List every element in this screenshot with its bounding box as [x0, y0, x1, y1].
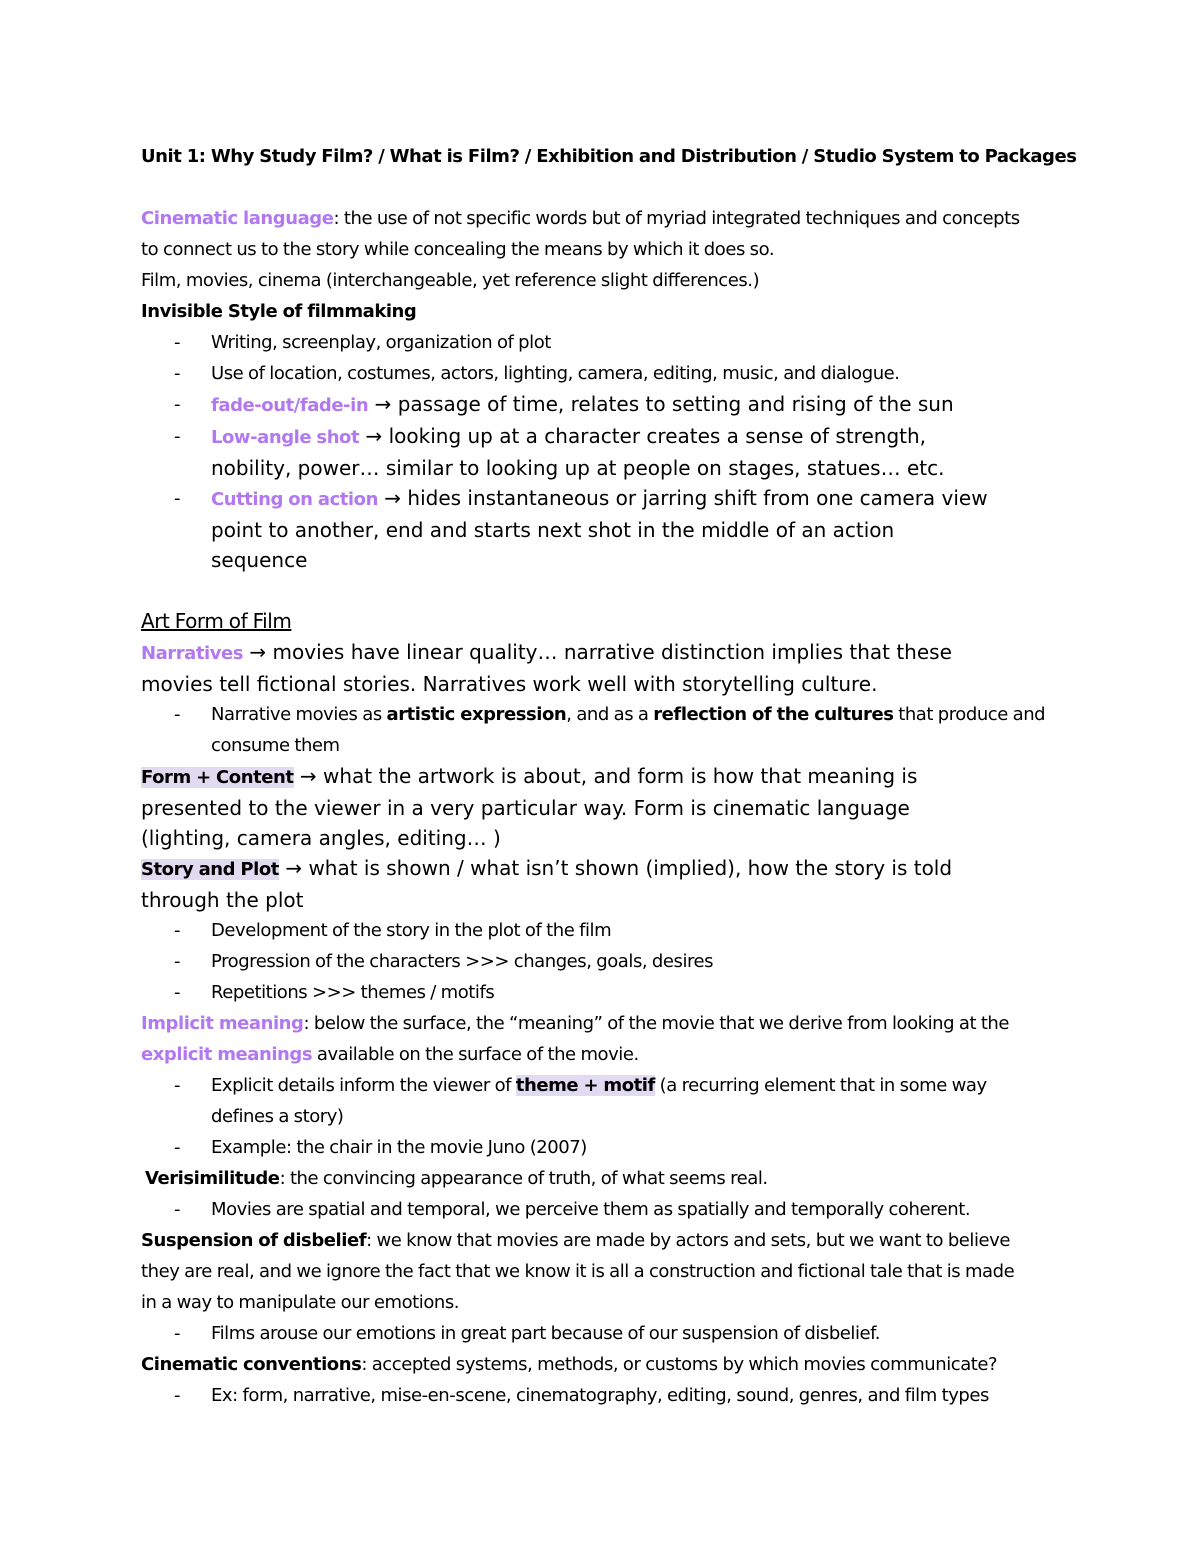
- cinematic-conventions-definition: Cinematic conventions: accepted systems, methods, or customs by which movies communicate?: [141, 1354, 998, 1375]
- term-narratives: Narratives: [141, 643, 244, 664]
- term-implicit-meaning: Implicit meaning: [141, 1013, 304, 1034]
- list-item: - Narrative movies as artistic expression, and as a reflection of the cultures that produce and: [174, 704, 1046, 725]
- term-fade: fade-out/fade-in: [211, 395, 369, 416]
- list-item: - Movies are spatial and temporal, we perceive them as spatially and temporally coherent.: [174, 1199, 971, 1220]
- list-item-low-angle-cont: nobility, power… similar to looking up at people on stages, statues… etc.: [211, 456, 945, 480]
- term-form-content: Form + Content: [141, 767, 294, 788]
- term-suspension-of-disbelief: Suspension of disbelief: [141, 1230, 367, 1251]
- list-item: - Ex: form, narrative, mise-en-scene, cinematography, editing, sound, genres, and film types: [174, 1385, 989, 1406]
- list-item-cutting: - Cutting on action → hides instantaneous or jarring shift from one camera view: [174, 486, 988, 510]
- list-item: - Progression of the characters >>> changes, goals, desires: [174, 951, 714, 972]
- verisimilitude-definition: Verisimilitude: the convincing appearance of truth, of what seems real.: [145, 1168, 768, 1189]
- list-item-cutting-cont: sequence: [211, 548, 308, 572]
- narratives-definition: Narratives → movies have linear quality… narrative distinction implies that these: [141, 640, 952, 664]
- list-item: - Example: the chair in the movie Juno (2007): [174, 1137, 587, 1158]
- document-page: [141, 141, 1077, 1411]
- list-item: - Use of location, costumes, actors, lighting, camera, editing, music, and dialogue.: [174, 363, 900, 384]
- term-explicit-meanings: explicit meanings: [141, 1044, 313, 1065]
- suspension-definition-cont: in a way to manipulate our emotions.: [141, 1292, 460, 1313]
- film-movies-line: Film, movies, cinema (interchangeable, yet reference slight differences.): [141, 270, 760, 291]
- list-item: - Films arouse our emotions in great part because of our suspension of disbelief.: [174, 1323, 881, 1344]
- story-plot-definition-cont: through the plot: [141, 888, 304, 912]
- list-item: - Development of the story in the plot of the film: [174, 920, 612, 941]
- term-story-plot: Story and Plot: [141, 859, 279, 880]
- invisible-style-heading: Invisible Style of filmmaking: [141, 301, 417, 322]
- list-item: - Repetitions >>> themes / motifs: [174, 982, 495, 1003]
- list-item-fade: - fade-out/fade-in → passage of time, relates to setting and rising of the sun: [174, 392, 954, 416]
- list-item-low-angle: - Low-angle shot → looking up at a character creates a sense of strength,: [174, 424, 927, 448]
- implicit-meaning-definition-cont: explicit meanings available on the surface of the movie.: [141, 1044, 639, 1065]
- list-item: - Explicit details inform the viewer of theme + motif (a recurring element that in some way: [174, 1075, 987, 1096]
- list-item: - Writing, screenplay, organization of plot: [174, 332, 551, 353]
- form-content-definition-cont: (lighting, camera angles, editing… ): [141, 826, 501, 850]
- term-verisimilitude: Verisimilitude: [145, 1168, 280, 1189]
- art-form-heading: Art Form of Film: [141, 609, 292, 633]
- list-item-cont: consume them: [211, 735, 340, 756]
- suspension-definition: Suspension of disbelief: we know that movies are made by actors and sets, but we want to believe: [141, 1230, 1010, 1251]
- form-content-definition-cont: presented to the viewer in a very particular way. Form is cinematic language: [141, 796, 910, 820]
- term-low-angle: Low-angle shot: [211, 427, 360, 448]
- term-cutting-on-action: Cutting on action: [211, 489, 378, 510]
- page-title: Unit 1: Why Study Film? / What is Film? / Exhibition and Distribution / Studio System to Packages: [141, 146, 1077, 167]
- term-cinematic-conventions: Cinematic conventions: [141, 1354, 362, 1375]
- story-plot-definition: Story and Plot → what is shown / what isn’t shown (implied), how the story is told: [141, 856, 953, 880]
- suspension-definition-cont: they are real, and we ignore the fact that we know it is all a construction and fictional tale that is made: [141, 1261, 1015, 1282]
- narratives-definition-cont: movies tell fictional stories. Narratives work well with storytelling culture.: [141, 672, 878, 696]
- cinematic-language-definition-cont: to connect us to the story while concealing the means by which it does so.: [141, 239, 775, 260]
- form-content-definition: Form + Content → what the artwork is about, and form is how that meaning is: [141, 764, 918, 788]
- list-item-cutting-cont: point to another, end and starts next shot in the middle of an action: [211, 518, 895, 542]
- implicit-meaning-definition: Implicit meaning: below the surface, the “meaning” of the movie that we derive from looking at the: [141, 1013, 1010, 1034]
- cinematic-language-definition: Cinematic language: the use of not specific words but of myriad integrated techniques and concepts: [141, 208, 1020, 229]
- list-item-cont: defines a story): [211, 1106, 344, 1127]
- term-cinematic-language: Cinematic language: [141, 208, 334, 229]
- term-theme-motif: theme + motif: [515, 1075, 655, 1096]
